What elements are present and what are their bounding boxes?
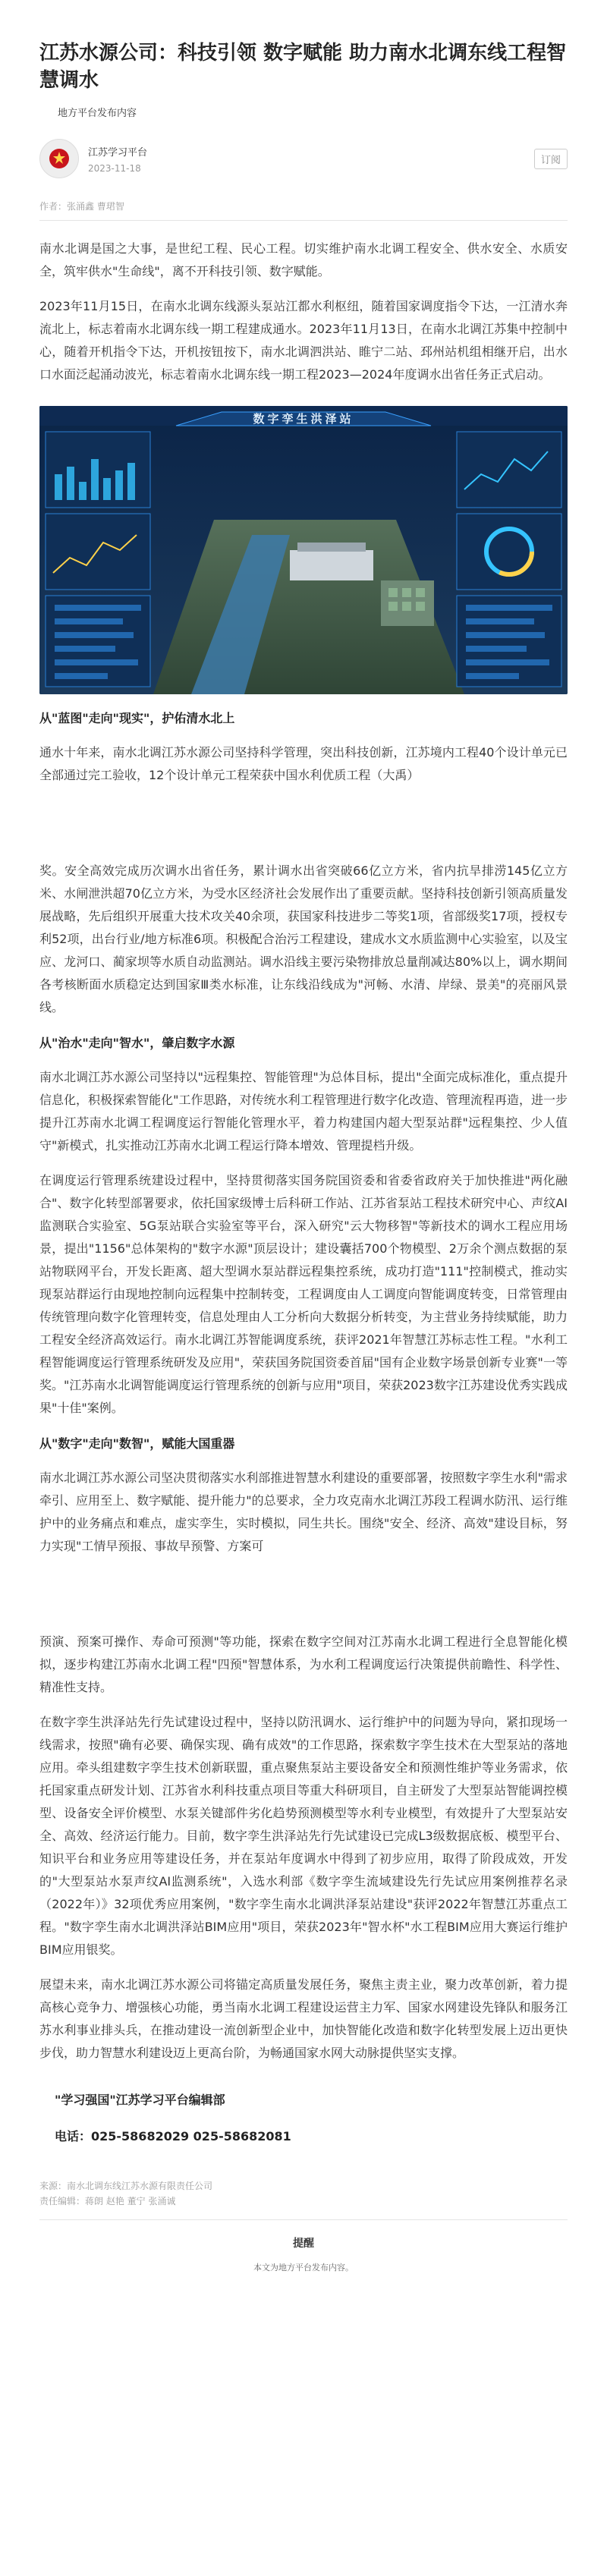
paragraph-10: 展望未来，南水北调江苏水源公司将锚定高质量发展任务，聚焦主责主业，聚力改革创新，着力提高核心竞争力、增强核心功能，勇当南水北调工程建设运营主力军、国家水网建设先锋队和服务江苏水利事业排头兵，在推动建设一流创新型企业中，加快智能化改造和数字化转型发展上迈出更快步伐，助力智慧水利建设迈上更高台阶，为畅通国家水网大动脉提供坚实支撑。 bbox=[39, 1977, 568, 2060]
avatar[interactable] bbox=[39, 139, 79, 178]
report-link[interactable]: 提醒 bbox=[293, 2238, 314, 2250]
author-meta bbox=[88, 144, 534, 174]
footer-meta bbox=[39, 2178, 568, 2209]
source-line: 来源：南水北调东线江苏水源有限责任公司 bbox=[39, 2181, 213, 2191]
paragraph-4: 奖。安全高效完成历次调水出省任务，累计调水出省突破66亿立方米，省内抗旱排涝145亿立方米、水闸泄洪超70亿立方米，为受水区经济社会发展作出了重要贡献。坚持科技创新引领高质量发展战略，先后组织开展重大技术攻关40余项，获国家科技进步二等奖1项，省部级奖17项，授权专利52项，出台行业/地方标准6项。积极配合治污工程建设，建成水文水质监测中心实验室，以及宝应、龙河口、蔺家坝等水质自动监测站。调水沿线主要污染物排放总量削减达80%以上，调水期间各考核断面水质稳定达到国家Ⅲ类水标准，让东线沿线成为"河畅、水清、岸绿、景美"的亮丽风景线。 bbox=[39, 863, 568, 1014]
copyright-notice: 本文为地方平台发布内容。 bbox=[253, 2263, 354, 2272]
paragraph-7: 南水北调江苏水源公司坚决贯彻落实水利部推进智慧水利建设的重要部署，按照数字孪生水利"需求牵引、应用至上、数字赋能、提升能力"的总要求，全力攻克南水北调江苏段工程调水防汛、运行维护中的业务痛点和难点，虚实孪生，实时模拟，同生共长。围绕"安全、经济、高效"建设目标，努力实现"工情早预报、事故早预警、方案可 bbox=[39, 1470, 568, 1553]
paragraph-1: 南水北调是国之大事，是世纪工程、民心工程。切实维护南水北调工程安全、供水安全、水质安全，筑牢供水"生命线"，离不开科技引领、数字赋能。 bbox=[39, 241, 568, 278]
byline: 作者：张涌鑫 曹珺智 bbox=[39, 201, 124, 212]
paragraph-2: 2023年11月15日，在南水北调东线源头泵站江都水利枢纽，随着国家调度指令下达，一江清水奔流北上，标志着南水北调东线一期工程建成通水。2023年11月13日，在南水北调江苏集中控制中心，随着开机指令下达，开机按钮按下，南水北调泗洪站、睢宁二站、邳州站机组相继开启，出水口水面泛起涌动波光，标志着南水北调东线一期工程2023—2024年度调水出省任务正式启动。 bbox=[39, 299, 568, 382]
account-name[interactable]: 江苏学习平台 bbox=[88, 146, 148, 159]
digital-twin-dashboard-image bbox=[39, 406, 568, 694]
divider bbox=[39, 220, 568, 221]
section-heading-3: 从"数字"走向"数智"，赋能大国重器 bbox=[39, 1436, 235, 1451]
section-heading-2: 从"治水"走向"智水"，肇启数字水源 bbox=[39, 1036, 235, 1050]
section-heading-1: 从"蓝图"走向"现实"，护佑清水北上 bbox=[39, 711, 235, 725]
paragraph-6: 在调度运行管理系统建设过程中，坚持贯彻落实国务院国资委和省委省政府关于加快推进"两化融合"、数字化转型部署要求，依托国家级博士后科研工作站、江苏省泵站工程技术研究中心、声纹AI监测联合实验室、5G泵站联合实验室等平台，深入研究"云大物移智"等新技术的调水工程应用场景，提出"1156"总体架构的"数字水源"顶层设计；建设囊括700个物模型、2万余个测点数据的泵站物联网平台，开发长距离、超大型调水泵站群远程集控系统，成功打造"111"控制模式，推动实现泵站群运行由现地控制向远程集中控制转变，工程调度由人工调度向智能调度转变，日常管理由传统管理向数字化管理转变，信息处理由人工分析向大数据分析转变，为主营业务持续赋能，助力工程安全经济高效运行。南水北调江苏智能调度系统，获评2021年智慧江苏标志性工程。"水利工程智能调度运行管理系统研发及应用"，荣获国务院国资委首届"国有企业数字场景创新专业赛"一等奖。"江苏南水北调智能调度运行管理系统的创新与应用"项目，荣获2023数字江苏建设优秀实践成果"十佳"案例。 bbox=[39, 1173, 568, 1415]
paragraph-9: 在数字孪生洪泽站先行先试建设过程中，坚持以防汛调水、运行维护中的问题为导向，紧扣现场一线需求，按照"确有必要、确保实现、确有成效"的工作思路，探索数字孪生技术在大型泵站的落地应用。牵头组建数字孪生技术创新联盟，重点聚焦泵站主要设备安全和预测性维护等业务需求，依托国家重点研发计划、江苏省水利科技重点项目等重大科研项目，自主研发了大型泵站智能调控模型、设备安全评价模型、水泵关键部件劣化趋势预测模型等水利专业模型，有效提升了大型泵站安全、高效、经济运行能力。目前，数字孪生洪泽站先行先试建设已完成L3级数据底板、模型平台、知识平台和业务应用等建设任务，并在泵站年度调水中得到了初步应用，取得了阶段成效，开发的"大型泵站水泵声纹AI监测系统"，入选水利部《数字孪生流域建设先行先试应用案例推荐名录（2022年）》32项优秀应用案例，"数字孪生南水北调洪泽泵站建设"获评2022年智慧江苏重点工程。"数字孪生南水北调洪泽站BIM应用"项目，荣获2023年"智水杯"水工程BIM应用大赛运行维护BIM应用银奖。 bbox=[39, 1715, 568, 1957]
paragraph-3: 通水十年来，南水北调江苏水源公司坚持科学管理，突出科技创新，江苏境内工程40个设计单元已全部通过完工验收，12个设计单元工程荣获中国水利优质工程（大禹） bbox=[39, 745, 568, 782]
phone-line: 电话：025-58682029 025-58682081 bbox=[55, 2129, 291, 2144]
article-title: 江苏水源公司：科技引领 数字赋能 助力南水北调东线工程智慧调水 bbox=[39, 42, 567, 92]
spacer bbox=[39, 787, 568, 848]
hero-image bbox=[39, 406, 568, 694]
paragraph-5: 南水北调江苏水源公司坚持以"远程集控、智能管理"为总体目标，提出"全面完成标准化，重点提升信息化，积极探索智能化"工作思路，对传统水利工程管理进行数字化改造、管理流程再造，进一步提升江苏南水北调工程调度运行智能化管理水平，着力构建国内超大型泵站群"远程集控、少人值守"新模式，扎实推动江苏南水北调工程运行降本增效、管理提档升级。 bbox=[39, 1070, 568, 1153]
hero-image-title: 数字孪生洪泽站 bbox=[253, 412, 354, 426]
subscribe-button[interactable]: 订阅 bbox=[534, 149, 568, 169]
spacer bbox=[39, 1558, 568, 1618]
source-tag: 地方平台发布内容 bbox=[58, 108, 137, 119]
account-logo-icon bbox=[48, 147, 71, 170]
editor-names: 责任编辑：蒋朗 赵艳 董宁 张涌诚 bbox=[39, 2196, 176, 2206]
author-bar bbox=[39, 136, 568, 181]
paragraph-8: 预演、预案可操作、寿命可预测"等功能，探索在数字空间对江苏南水北调工程进行全息智能化模拟，逐步构建江苏南水北调工程"四预"智慧体系，为水利工程调度运行决策提供前瞻性、科学性、精准性支持。 bbox=[39, 1634, 568, 1694]
publish-date: 2023-11-18 bbox=[88, 162, 141, 174]
editor-line: "学习强国"江苏学习平台编辑部 bbox=[55, 2093, 225, 2107]
footer-divider bbox=[39, 2219, 568, 2220]
